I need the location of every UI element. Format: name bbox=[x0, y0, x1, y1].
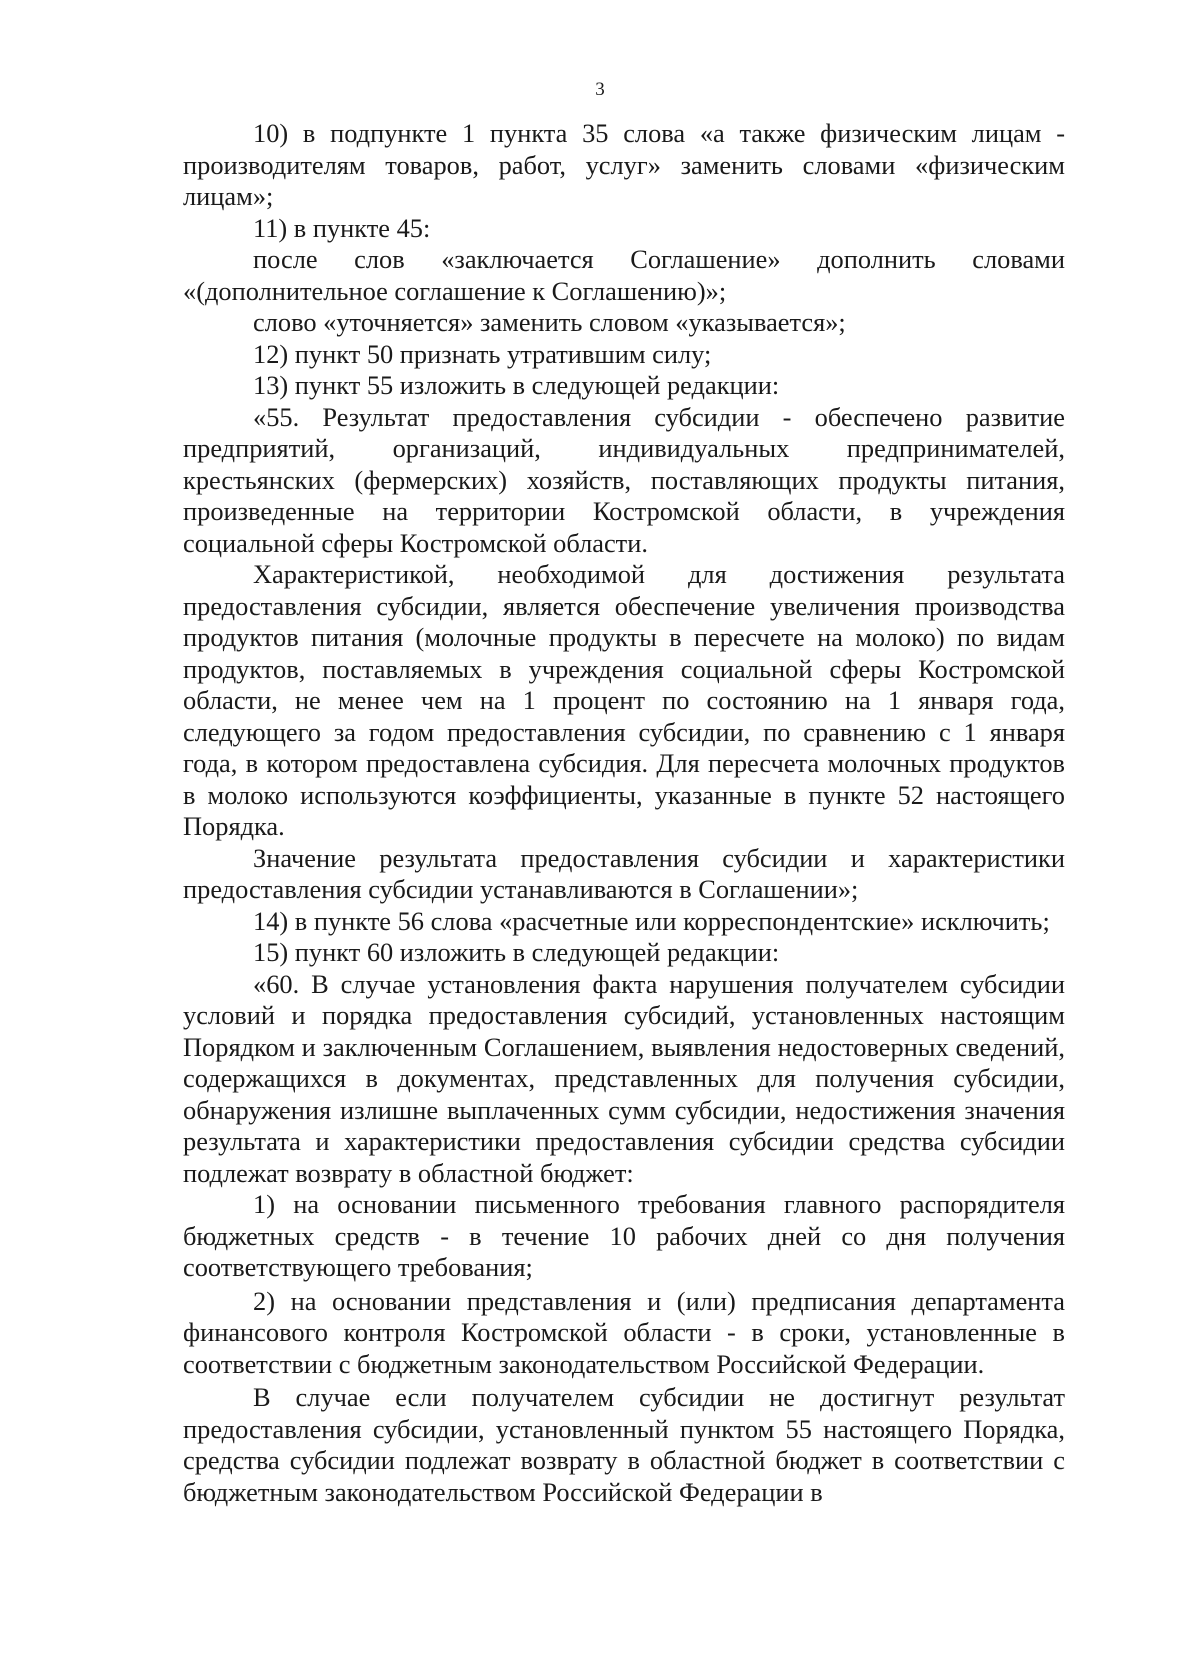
paragraph-item-11-replace-word: слово «уточняется» заменить словом «указывается»; bbox=[253, 307, 846, 337]
page-number: 3 bbox=[595, 79, 605, 100]
paragraph-characteristic: Характеристикой, необходимой для достижения результата предоставления субсидии, является обеспечение увеличения производства продуктов питания (молочные продукты в пересчете на молоко) по видам продуктов, поставляемых в учреждения социальной сферы Костромской области, не менее чем на 1 процент по состоянию на 1 января года, следующего за годом предоставления субсидии, по сравнению с 1 января года, в котором предоставлена субсидия. Для пересчета молочных продуктов в молоко используются коэффициенты, указанные в пункте 52 настоящего Порядка. bbox=[183, 559, 1065, 841]
paragraph-item-14: 14) в пункте 56 слова «расчетные или корреспондентские» исключить; bbox=[253, 905, 1050, 936]
paragraph-item-13: 13) пункт 55 изложить в следующей редакции: bbox=[253, 370, 780, 400]
paragraph-item-12: 12) пункт 50 признать утратившим силу; bbox=[253, 338, 712, 369]
paragraph-item-11: 11) в пункте 45: bbox=[253, 212, 431, 243]
paragraph-point-55: «55. Результат предоставления субсидии - обеспечено развитие предприятий, организаций, индивидуальных предпринимателей, крестьянских (фермерских) хозяйств, поставляющих продукты питания, произведенные на территории Костромской области, в учреждения социальной сферы Костромской области. bbox=[183, 401, 1065, 558]
paragraph-result-not-achieved: В случае если получателем субсидии не достигнут результат предоставления субсидии, установленный пунктом 55 настоящего Порядка, средства субсидии подлежат возврату в областной бюджет в соответствии с бюджетным законодательством Российской Федерации в bbox=[183, 1382, 1065, 1507]
paragraph-result-value: Значение результата предоставления субсидии и характеристики предоставления субсидии устанавливаются в Соглашении»; bbox=[183, 842, 1065, 904]
paragraph-return-basis-2: 2) на основании представления и (или) предписания департамента финансового контроля Костромской области - в сроки, установленные в соответствии с бюджетным законодательством Российской Федерации. bbox=[183, 1285, 1065, 1379]
document-body bbox=[183, 118, 1065, 1508]
paragraph-point-60: «60. В случае установления факта нарушения получателем субсидии условий и порядка предоставления субсидий, установленных настоящим Порядком и заключенным Соглашением, выявления недостоверных сведений, содержащихся в документах, представленных для получения субсидии, обнаружения излишне выплаченных сумм субсидии, недостижения значения результата и характеристики предоставления субсидии средства субсидии подлежат возврату в областной бюджет: bbox=[183, 968, 1065, 1188]
paragraph-item-11-after-words: после слов «заключается Соглашение» дополнить словами «(дополнительное соглашение к Соглашению)»; bbox=[183, 244, 1065, 306]
paragraph-return-basis-1: 1) на основании письменного требования главного распорядителя бюджетных средств - в течение 10 рабочих дней со дня получения соответствующего требования; bbox=[183, 1189, 1065, 1282]
paragraph-item-10: 10) в подпункте 1 пункта 35 слова «а также физическим лицам - производителям товаров, работ, услуг» заменить словами «физическим лицам»; bbox=[183, 118, 1065, 211]
paragraph-item-15: 15) пункт 60 изложить в следующей редакции: bbox=[253, 937, 780, 967]
